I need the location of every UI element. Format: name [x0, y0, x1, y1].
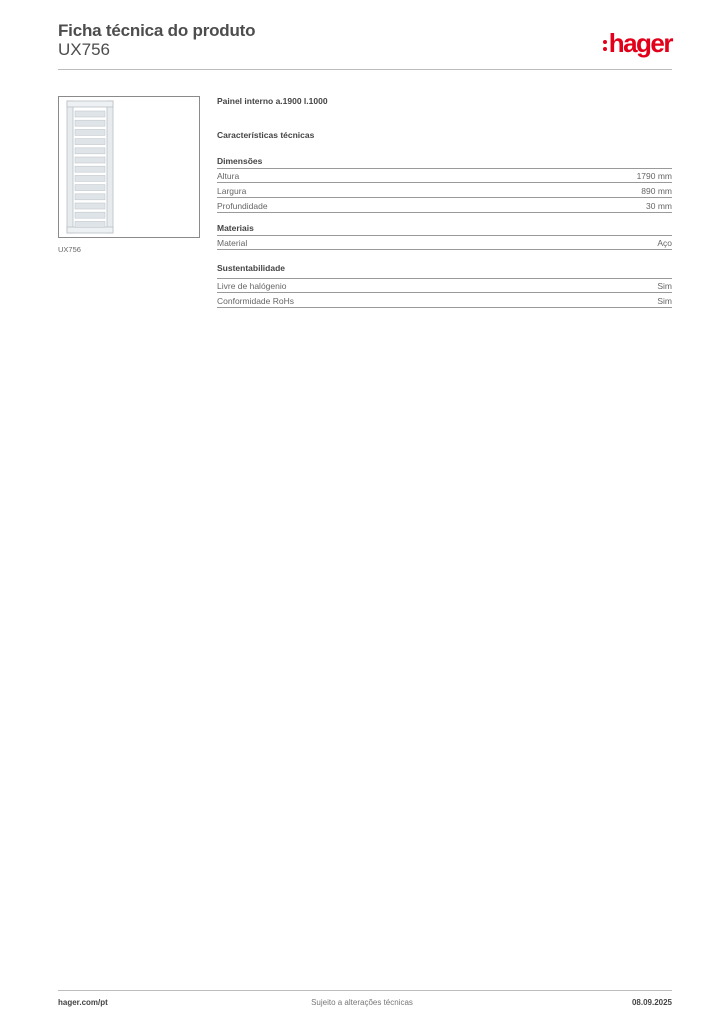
row-label: Altura — [217, 171, 240, 181]
row-value: Aço — [657, 238, 672, 248]
rail-shape — [75, 203, 105, 209]
hager-logo[interactable] — [603, 28, 672, 58]
product-reference: UX756 — [58, 40, 110, 59]
header-divider — [58, 69, 672, 70]
rail-shape — [75, 120, 105, 126]
rail-shape — [75, 148, 105, 154]
footer-date: 08.09.2025 — [631, 998, 672, 1007]
image-caption: UX756 — [58, 245, 81, 254]
rail-shape — [75, 139, 105, 145]
product-name: Painel interno a.1900 l.1000 — [217, 96, 328, 106]
logo-text: hager — [608, 28, 672, 58]
rail-shape — [75, 129, 105, 135]
rail-shape — [75, 212, 105, 218]
rail-shape — [75, 111, 105, 117]
row-label: Material — [217, 238, 248, 248]
section-title: Características técnicas — [217, 130, 315, 140]
row-label: Profundidade — [217, 201, 268, 211]
group-title-dimensions: Dimensões — [217, 156, 263, 166]
group-title-sustainability: Sustentabilidade — [217, 263, 286, 273]
row-value: 890 mm — [641, 186, 672, 196]
row-value: 30 mm — [646, 201, 672, 211]
panel-illustration-icon — [59, 97, 199, 237]
footer-website-link[interactable]: hager.com/pt — [58, 998, 108, 1007]
rail-shape — [75, 175, 105, 181]
product-image — [58, 96, 200, 238]
table-row — [217, 169, 672, 183]
table-row — [217, 279, 672, 293]
table-row — [217, 236, 672, 250]
page-header — [58, 21, 672, 69]
row-value: Sim — [657, 296, 672, 306]
row-label: Largura — [217, 186, 247, 196]
footer-divider — [58, 990, 672, 991]
row-label: Livre de halógenio — [217, 281, 287, 291]
table-row — [217, 184, 672, 198]
rail-shape — [75, 194, 105, 200]
group-title-materials: Materiais — [217, 223, 254, 233]
row-label: Conformidade RoHs — [217, 296, 295, 306]
row-value: Sim — [657, 281, 672, 291]
table-row — [217, 199, 672, 213]
footer-note: Sujeito a alterações técnicas — [311, 998, 413, 1007]
rail-shape — [75, 221, 105, 227]
table-row — [217, 294, 672, 308]
logo-dots-icon — [603, 40, 607, 51]
rail-shape — [75, 185, 105, 191]
rail-shape — [75, 157, 105, 163]
row-value: 1790 mm — [636, 171, 672, 181]
document-title: Ficha técnica do produto — [58, 21, 256, 40]
rail-shape — [75, 166, 105, 172]
